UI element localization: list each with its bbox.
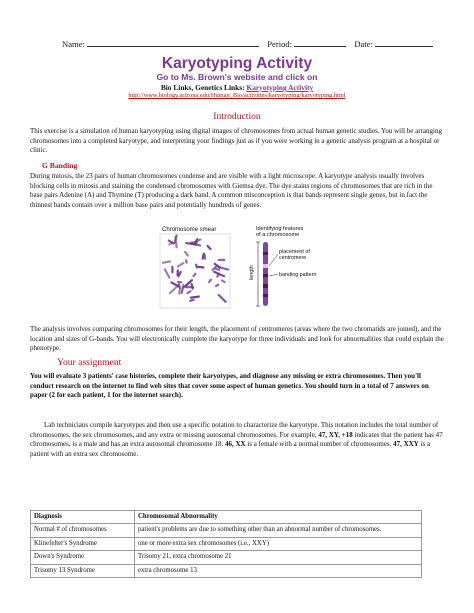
table-header-abnormality: Chromosomal Abnormality	[135, 511, 422, 524]
g-banding-paragraph: During mitosis, the 23 pairs of human chromosomes condense and are visible with a light microscope. A karyotype analysis usually involves blocking cells in mitosis and staining the condensed chromosomes with Giemsa dye. The dye stains regions of chromosomes that are rich in the base pairs Adenine (A) and Thymine (T) producing a dark band. A common misconception is that bands represent single genes, but in fact the thinnest bands contain over a million base pairs and potentially hundreds of genes.	[30, 172, 433, 209]
features-label-line2: of a chromosome	[256, 232, 300, 238]
smear-chromosome	[183, 286, 194, 288]
karyotyping-activity-link[interactable]: Karyotyping Activity	[246, 83, 314, 92]
features-label-line1: Identifying features	[256, 226, 304, 232]
table-header-diagnosis: Diagnosis	[31, 511, 135, 524]
diagnosis-cell: Klinefelter's Syndrome	[31, 537, 135, 550]
smear-chromosome	[171, 266, 173, 274]
abnormality-cell: Trisomy 21, extra chromosome 21	[135, 551, 422, 564]
diagnosis-cell: Down's Syndrome	[31, 551, 135, 564]
table-header-row	[31, 511, 422, 524]
period-blank	[294, 38, 346, 47]
banding-pointer	[269, 274, 278, 276]
activity-url-link[interactable]: http://www.biology.arizona.edu/Human_Bio/activities/karyotyping/karyotyping.html	[128, 92, 346, 99]
date-label: Date:	[354, 39, 373, 49]
g-banding-heading: G Banding	[42, 161, 78, 170]
table-row	[31, 524, 422, 537]
name-blank	[87, 38, 259, 47]
single-chromosome	[263, 242, 268, 306]
banding-label: banding pattern	[279, 272, 317, 278]
assignment-paragraph	[30, 372, 446, 401]
smear-label: Chromosome smear	[162, 227, 217, 233]
notation-paragraph	[30, 421, 446, 459]
name-label: Name:	[62, 39, 85, 49]
abnormality-cell: patient's problems are due to something other than an abnormal number of chromosomes.	[135, 524, 422, 537]
chromosome-figure	[158, 224, 318, 312]
length-label: length	[249, 265, 255, 280]
centromere-label-line2: centromere	[279, 255, 307, 261]
header-fields	[62, 38, 442, 49]
assignment-heading: Your assignment	[57, 357, 122, 368]
centromere-label-line1: placement of	[279, 249, 310, 255]
notation-text-a: Lab technicians compile karyotypes and then use a specific notation to characterize the karyotype. This notation includes the total number of chromosomes, the sex chromosomes, and any extra or missing autosomal chromosomes. For example,	[30, 421, 439, 439]
notation-text-c: indicates that the patient has 47 chromosomes, is a male and has an extra autosomal chromosome 18.	[30, 430, 443, 449]
abnormality-cell: one or more extra sex chromosomes (i.e., XXY)	[135, 537, 422, 550]
analysis-paragraph: The analysis involves comparing chromosomes for their length, the placement of centromeres (areas where the two chromatids are joined), and the location and sizes of G-bands. You will electronically complete the karyotype for three individuals and look for abnormalities that could explain the phenotype.	[30, 325, 444, 353]
notation-text-e: is a female with a normal number of chromosomes.	[245, 440, 394, 449]
chromosome-figure-svg	[158, 224, 318, 312]
notation-example-3: 47, XXY	[393, 440, 419, 449]
date-blank	[375, 38, 433, 47]
notation-text-g: is a patient with an extra sex chromosome.	[30, 440, 431, 458]
links-prefix: Bio Links, Genetics Links:	[160, 83, 247, 92]
notation-example-2: 46, XX	[224, 440, 246, 449]
table-row	[31, 537, 422, 550]
assignment-text: You will evaluate 3 patients' case histories, complete their karyotypes, and diagnose any missing or extra chromosomes. Then you'll conduct research on the internet to find web sites that cover some aspect of human genetics. You should turn in a total of 7 answers on paper (2 for each patient, 1 for the internet search).	[30, 372, 429, 400]
notation-example-1: 47, XY, +18	[318, 430, 353, 439]
introduction-heading: Introduction	[213, 111, 261, 122]
table-row	[31, 564, 422, 577]
diagnosis-cell: Trisomy 13 Syndrome	[31, 564, 135, 577]
smear-chromosome	[176, 269, 179, 276]
links-line	[0, 83, 474, 92]
table-row	[31, 551, 422, 564]
intro-paragraph: This exercise is a simulation of human karyotyping using digital images of chromosomes from actual human genetic studies. You will be arranging chromosomes into a completed karyotype, and interpreting your findings just as if you were working in a genetic analysis program at a hospital or clinic.	[30, 127, 442, 155]
smear-chromosome	[217, 259, 225, 261]
abnormality-cell: extra chromosome 13	[135, 564, 422, 577]
diagnosis-table	[30, 510, 422, 578]
page-title: Karyotyping Activity	[161, 55, 313, 72]
period-label: Period:	[267, 39, 293, 49]
diagnosis-cell: Normal # of chromosomes	[31, 524, 135, 537]
page-subtitle: Go to Ms. Brown's website and click on	[156, 72, 318, 82]
centromere-pointer	[269, 254, 278, 266]
